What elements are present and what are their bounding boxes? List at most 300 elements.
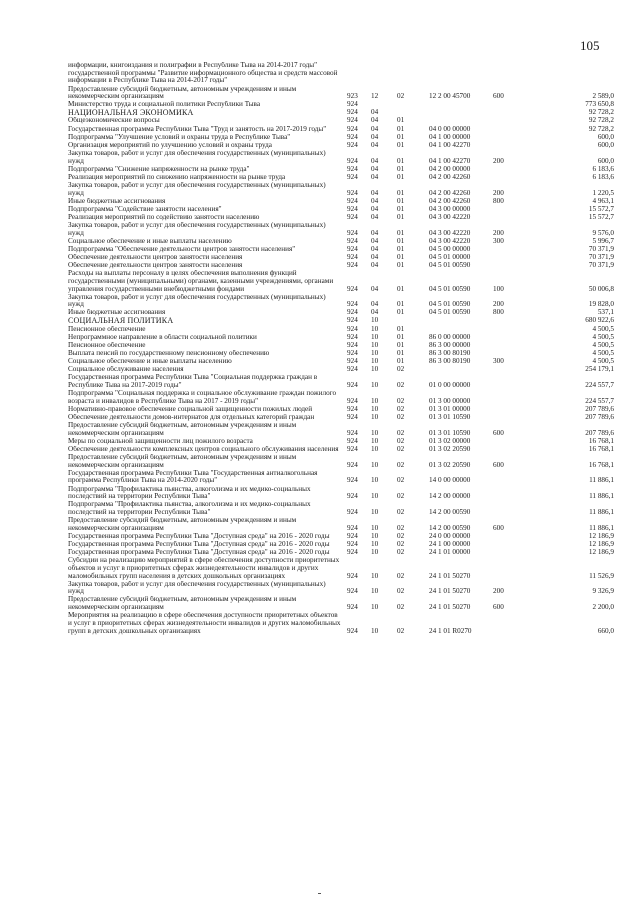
row-sum-cell: 6 183,6: [592, 165, 614, 173]
table-row: [68, 134, 614, 142]
table-row: [68, 206, 614, 214]
row-rz-cell: 10: [371, 445, 379, 453]
row-name-cell: [68, 142, 347, 150]
row-csr-cell: 04 2 00 42260: [429, 197, 471, 205]
row-csr-cell: 04 5 01 00590: [429, 300, 471, 309]
table-row: [68, 486, 614, 502]
row-gr-cell: 924: [347, 325, 358, 333]
row-csr-cell: 04 3 00 42220: [429, 237, 471, 245]
row-name-cell: [68, 62, 347, 86]
row-pr-cell: 01: [397, 309, 405, 317]
table-row: [68, 446, 614, 454]
row-gr-cell: 924: [347, 341, 358, 349]
row-name-text: Государственная программа Республики Тыва "Государственная антиалкогольная программа Республики Тыва на 2014-2020 годы": [68, 469, 318, 485]
row-sum-cell: 92 728,2: [588, 125, 614, 133]
row-sum-cell: 92 728,2: [588, 109, 614, 117]
row-vr-cell: 600: [493, 603, 504, 612]
row-csr-cell: 86 0 00 00000: [429, 333, 471, 341]
row-rz-cell: 10: [371, 523, 379, 532]
row-sum-cell: 254 179,1: [585, 366, 614, 374]
row-name-cell: [68, 134, 347, 142]
row-name-cell: [68, 350, 347, 358]
row-name-text: СОЦИАЛЬНАЯ ПОЛИТИКА: [68, 317, 174, 326]
table-row: [68, 166, 614, 174]
row-name-text: Государственная программа Республики Тыва "Социальная поддержка граждан в Республике Тыва на 2017-2019 годы": [68, 374, 318, 389]
row-vr-cell: [493, 350, 534, 358]
row-rz-cell: 04: [371, 300, 379, 309]
row-pr-cell: 02: [397, 523, 405, 532]
row-csr-cell: 01 3 00 00000: [429, 396, 471, 405]
row-name-text: Государственная программа Республики Тыва "Доступная среда" на 2016 - 2020 годы: [68, 532, 330, 540]
row-rz-cell: 10: [371, 366, 379, 374]
row-name-text: Нормативно-правовое обеспечение социальной защищенности пожилых людей: [68, 405, 313, 413]
row-csr-cell: 04 5 01 00590: [429, 309, 471, 317]
row-rz-cell: 10: [371, 540, 379, 548]
row-csr-cell: 24 1 01 50270: [429, 571, 471, 580]
row-pr-cell: 02: [397, 549, 405, 557]
row-rz-cell: 10: [371, 380, 379, 389]
row-name-cell: [68, 390, 347, 406]
table-row: [68, 309, 614, 317]
row-name-cell: [68, 254, 347, 262]
row-name-text: Организация мероприятий по улучшению условий и охраны труда: [68, 141, 272, 149]
row-name-cell: [68, 326, 347, 334]
row-vr-cell: [493, 262, 534, 270]
row-csr-cell: 24 1 01 R0270: [429, 626, 472, 635]
row-pr-cell: 02: [397, 540, 405, 548]
row-csr-cell: 01 3 01 00000: [429, 405, 471, 413]
row-name-cell: [68, 334, 347, 342]
row-sum-cell: 224 557,7: [585, 380, 614, 389]
row-sum-cell: 15 572,7: [588, 205, 614, 213]
row-sum-cell: 12 186,9: [588, 532, 614, 540]
row-csr-cell: 04 5 01 00590: [429, 262, 471, 269]
row-vr-cell: [493, 246, 534, 254]
row-sum-cell: 70 371,9: [588, 245, 614, 253]
row-pr-cell: 01: [397, 188, 405, 197]
budget-table-body: [68, 62, 614, 636]
row-name-text: Меры по социальной защищенности лиц пожилого возраста: [68, 437, 253, 445]
row-name-text: Мероприятия на реализацию в сфере обеспечения доступности приоритетных объектов и услуг в приоритетных сферах жизнедеятельности инвалидов и других маломобильных групп в детских дошкольных организациях: [68, 612, 341, 635]
row-rz-cell: 04: [371, 156, 379, 165]
row-name-cell: [68, 406, 347, 414]
row-name-text: Государственная программа Республики Тыва "Труд и занятость на 2017-2019 годы": [68, 125, 327, 133]
row-pr-cell: 01: [397, 156, 405, 165]
row-csr-cell: 04 1 00 00000: [429, 133, 471, 141]
row-vr-cell: [493, 109, 534, 117]
row-vr-cell: [493, 390, 534, 406]
row-sum-cell: 70 371,9: [588, 253, 614, 261]
row-vr-cell: [493, 174, 534, 182]
row-name-text: Социальное обслуживание населения: [68, 366, 184, 374]
row-gr-cell: [347, 62, 371, 86]
row-csr-cell: 04 2 00 42260: [429, 173, 471, 181]
row-gr-cell: 924: [347, 349, 358, 357]
row-rz-cell: 04: [371, 133, 379, 141]
row-sum-cell: 16 768,1: [588, 437, 614, 445]
row-pr-cell: 02: [397, 366, 405, 374]
row-name-text: НАЦИОНАЛЬНАЯ ЭКОНОМИКА: [68, 109, 194, 118]
row-vr-cell: 300: [493, 237, 504, 245]
row-sum-cell: 773 650,8: [585, 101, 614, 109]
row-pr-cell: [397, 62, 429, 86]
row-name-cell: [68, 541, 347, 549]
row-name-cell: [68, 150, 347, 166]
row-vr-cell: [493, 470, 534, 486]
table-row: [68, 350, 614, 358]
row-rz-cell: 04: [371, 141, 379, 149]
row-sum-cell: 207 789,6: [585, 413, 614, 421]
row-name-cell: [68, 486, 347, 502]
row-name-text: Предоставление субсидий бюджетным, автономным учреждениям и иным некоммерческим организациям: [68, 85, 297, 101]
row-vr-cell: [493, 414, 534, 422]
row-name-cell: [68, 309, 347, 317]
row-csr-cell: 14 2 00 00590: [429, 523, 471, 532]
row-pr-cell: 01: [397, 300, 405, 309]
row-name-cell: [68, 86, 347, 102]
row-name-cell: [68, 246, 347, 254]
table-row: [68, 414, 614, 422]
row-pr-cell: 01: [397, 117, 405, 125]
table-row: [68, 406, 614, 414]
row-name-text: Предоставление субсидий бюджетным, автономным учреждениям и иным некоммерческим организациям: [68, 596, 297, 612]
row-csr-cell: 04 2 00 42260: [429, 188, 471, 197]
row-csr-cell: [429, 117, 493, 125]
row-rz-cell: 10: [371, 508, 379, 516]
row-rz-cell: 04: [371, 109, 379, 117]
row-pr-cell: 02: [397, 405, 405, 413]
row-name-cell: [68, 238, 347, 246]
row-csr-cell: [429, 326, 493, 334]
row-csr-cell: 01 3 01 10590: [429, 413, 471, 421]
row-pr-cell: 02: [397, 460, 405, 469]
row-gr-cell: 924: [347, 366, 358, 374]
row-rz-cell: 04: [371, 309, 379, 317]
row-name-text: Обеспечение деятельности домов-интернатов для отдельных категорий граждан: [68, 413, 315, 421]
table-row: [68, 270, 614, 294]
row-sum-cell: 537,1: [597, 309, 614, 317]
row-name-text: информации, книгоиздания и полиграфии в Республике Тыва на 2014-2017 годы" государственной программы "Развитие информационного общества и средств массовой информации в Республике Тыва на 2014-2017 годы": [68, 62, 338, 85]
row-gr-cell: 924: [347, 317, 358, 325]
table-row: [68, 390, 614, 406]
row-gr-cell: 924: [347, 228, 358, 237]
row-pr-cell: 02: [397, 492, 405, 501]
row-rz-cell: 10: [371, 571, 379, 580]
row-vr-cell: [493, 214, 534, 222]
row-rz-cell: 10: [371, 405, 379, 413]
row-pr-cell: 01: [397, 228, 405, 237]
row-sum-cell: 600,0: [597, 133, 614, 141]
table-row: [68, 454, 614, 470]
row-pr-cell: 02: [397, 587, 405, 596]
table-row: [68, 557, 614, 581]
row-sum-cell: 70 371,9: [588, 262, 614, 269]
row-csr-cell: 01 3 01 10590: [429, 428, 471, 437]
row-vr-cell: [493, 501, 534, 517]
row-sum-cell: 9 576,0: [592, 228, 614, 237]
row-rz-cell: 04: [371, 205, 379, 213]
row-sum-cell: [534, 62, 614, 86]
row-name-text: Закупка товаров, работ и услуг для обеспечения государственных (муниципальных) нужд: [68, 293, 326, 309]
table-row: [68, 342, 614, 350]
row-name-text: Социальное обеспечение и иные выплаты населению: [68, 237, 232, 245]
row-name-text: Пенсионное обеспечение: [68, 325, 146, 333]
row-name-cell: [68, 270, 347, 294]
table-row: [68, 438, 614, 446]
row-name-cell: [68, 501, 347, 517]
row-gr-cell: 924: [347, 133, 358, 141]
row-rz-cell: 10: [371, 413, 379, 421]
row-vr-cell: [493, 533, 534, 541]
row-pr-cell: 01: [397, 349, 405, 357]
row-csr-cell: 04 3 00 00000: [429, 205, 471, 213]
row-pr-cell: 02: [397, 428, 405, 437]
row-name-text: Подпрограмма "Профилактика пьянства, алкоголизма и их медико-социальных последствий на территории Республики Тыва": [68, 501, 311, 516]
row-rz-cell: 04: [371, 253, 379, 261]
row-name-text: Субсидии на реализацию мероприятий в сфере обеспечения доступности приоритетных объектов и услуг в приоритетных сферах жизнедеятельности инвалидов и других маломобильных групп населения в детских дошкольных организациях: [68, 557, 340, 580]
row-csr-cell: 04 2 00 00000: [429, 165, 471, 173]
row-name-text: Министерство труда и социальной политики Республики Тыва: [68, 101, 261, 109]
row-name-text: Подпрограмма "Снижение напряженности на рынке труда": [68, 165, 250, 173]
row-pr-cell: 01: [397, 237, 405, 245]
row-sum-cell: 15 572,7: [588, 213, 614, 221]
row-sum-cell: 4 500,5: [592, 333, 614, 341]
row-pr-cell: 02: [397, 532, 405, 540]
row-name-cell: [68, 581, 347, 597]
row-vr-cell: [493, 334, 534, 342]
row-gr-cell: 924: [347, 141, 358, 149]
row-gr-cell: 924: [347, 380, 358, 389]
row-name-cell: [68, 446, 347, 454]
row-gr-cell: 924: [347, 460, 358, 469]
row-vr-cell: [493, 438, 534, 446]
row-rz-cell: [371, 62, 397, 86]
row-csr-cell: 04 5 00 00000: [429, 245, 471, 253]
row-vr-cell: 600: [493, 428, 504, 437]
row-pr-cell: 02: [397, 445, 405, 453]
table-row: [68, 86, 614, 102]
row-sum-cell: 12 186,9: [588, 549, 614, 557]
row-csr-cell: 86 3 00 80190: [429, 357, 471, 365]
row-vr-cell: 200: [493, 300, 504, 309]
row-name-cell: [68, 438, 347, 446]
row-name-cell: [68, 182, 347, 198]
row-name-text: Закупка товаров, работ и услуг для обеспечения государственных (муниципальных) нужд: [68, 181, 326, 197]
row-rz-cell: 10: [371, 341, 379, 349]
row-rz-cell: 10: [371, 317, 379, 325]
table-row: [68, 317, 614, 325]
row-csr-cell: 86 3 00 00000: [429, 341, 471, 349]
row-rz-cell: 10: [371, 476, 379, 485]
row-name-text: Закупка товаров, работ и услуг для обеспечения государственных (муниципальных) нужд: [68, 221, 326, 237]
row-sum-cell: 4 500,5: [592, 349, 614, 357]
row-csr-cell: 04 3 00 42220: [429, 213, 471, 221]
row-vr-cell: [493, 134, 534, 142]
row-name-text: Государственная программа Республики Тыва "Доступная среда" на 2016 - 2020 годы: [68, 540, 330, 548]
row-name-cell: [68, 517, 347, 533]
row-name-cell: [68, 222, 347, 238]
row-sum-cell: 660,0: [597, 626, 614, 635]
row-csr-cell: [429, 101, 493, 109]
row-pr-cell: 01: [397, 325, 405, 333]
row-sum-cell: 2 589,0: [592, 92, 614, 101]
table-row: [68, 254, 614, 262]
row-vr-cell: [493, 117, 534, 125]
row-rz-cell: 04: [371, 197, 379, 205]
row-rz-cell: 04: [371, 245, 379, 253]
row-name-text: Иные бюджетные ассигнования: [68, 197, 166, 205]
row-pr-cell: 01: [397, 245, 405, 253]
row-pr-cell: 01: [397, 197, 405, 205]
row-name-cell: [68, 109, 347, 117]
row-gr-cell: 924: [347, 205, 358, 213]
row-pr-cell: 01: [397, 213, 405, 221]
row-gr-cell: 924: [347, 117, 358, 125]
row-sum-cell: 224 557,7: [585, 396, 614, 405]
table-row: [68, 126, 614, 134]
row-sum-cell: 5 996,7: [592, 237, 614, 245]
row-name-cell: [68, 557, 347, 581]
row-pr-cell: 01: [397, 253, 405, 261]
row-gr-cell: 924: [347, 188, 358, 197]
table-row: [68, 262, 614, 270]
row-vr-cell: 200: [493, 156, 504, 165]
table-row: [68, 581, 614, 597]
table-row: [68, 294, 614, 310]
page-number: 105: [580, 38, 600, 53]
row-csr-cell: 04 5 01 00000: [429, 253, 471, 261]
row-sum-cell: 11 886,1: [589, 508, 614, 516]
row-csr-cell: [429, 62, 493, 86]
row-vr-cell: [493, 342, 534, 350]
row-rz-cell: 04: [371, 213, 379, 221]
row-sum-cell: 600,0: [597, 156, 614, 165]
row-pr-cell: 01: [397, 205, 405, 213]
row-vr-cell: [493, 101, 534, 109]
row-name-text: Непрограммное направление в области социальной политики: [68, 333, 257, 341]
row-pr-cell: 02: [397, 571, 405, 580]
row-rz-cell: 04: [371, 237, 379, 245]
row-gr-cell: 924: [347, 587, 358, 596]
row-name-text: Подпрограмма "Обеспечение деятельности центров занятости населения": [68, 245, 296, 253]
row-vr-cell: [493, 549, 534, 557]
table-row: [68, 541, 614, 549]
row-rz-cell: 04: [371, 125, 379, 133]
row-sum-cell: 2 200,0: [592, 603, 614, 612]
row-name-text: Реализация мероприятий по снижению напряженности на рынке труда: [68, 173, 286, 181]
row-vr-cell: [493, 206, 534, 214]
row-pr-cell: [397, 317, 429, 325]
row-name-text: Подпрограмма "Профилактика пьянства, алкоголизма и их медико-социальных последствий на территории Республики Тыва": [68, 485, 311, 501]
table-row: [68, 62, 614, 86]
table-row: [68, 549, 614, 557]
row-vr-cell: [493, 126, 534, 134]
row-gr-cell: 924: [347, 413, 358, 421]
row-vr-cell: [493, 374, 534, 390]
row-gr-cell: 924: [347, 284, 358, 293]
row-vr-cell: [493, 557, 534, 581]
row-name-text: Расходы на выплаты персоналу в целях обеспечения выполнения функций государственными (муниципальными) органами, казенными учреждениями, органами управления государственными внебюджетными фондами: [68, 270, 334, 293]
row-gr-cell: 924: [347, 253, 358, 261]
row-pr-cell: 01: [397, 262, 405, 269]
table-row: [68, 358, 614, 366]
row-pr-cell: 02: [397, 437, 405, 445]
row-rz-cell: 10: [371, 532, 379, 540]
row-name-text: Иные бюджетные ассигнования: [68, 309, 166, 317]
row-pr-cell: 01: [397, 173, 405, 181]
table-row: [68, 101, 614, 109]
row-sum-cell: 680 922,6: [585, 317, 614, 325]
row-gr-cell: 924: [347, 571, 358, 580]
table-row: [68, 214, 614, 222]
row-vr-cell: [493, 317, 534, 325]
row-csr-cell: 14 2 00 00000: [429, 492, 471, 501]
row-vr-cell: 100: [493, 284, 504, 293]
row-pr-cell: 02: [397, 396, 405, 405]
row-name-cell: [68, 366, 347, 374]
row-name-cell: [68, 533, 347, 541]
row-vr-cell: [493, 142, 534, 150]
table-row: [68, 334, 614, 342]
row-rz-cell: 10: [371, 460, 379, 469]
row-sum-cell: 4 500,5: [592, 357, 614, 365]
row-sum-cell: 92 728,2: [588, 117, 614, 125]
row-name-cell: [68, 117, 347, 125]
row-name-text: Пенсионное обеспечение: [68, 341, 146, 349]
table-row: [68, 533, 614, 541]
table-row: [68, 422, 614, 438]
row-gr-cell: 923: [347, 92, 358, 101]
row-name-text: Социальное обеспечение и иные выплаты населению: [68, 357, 232, 365]
row-rz-cell: 04: [371, 262, 379, 269]
row-gr-cell: 924: [347, 101, 358, 109]
row-csr-cell: 86 3 00 80190: [429, 349, 471, 357]
row-pr-cell: [397, 101, 429, 109]
row-pr-cell: 01: [397, 133, 405, 141]
row-gr-cell: 924: [347, 237, 358, 245]
row-sum-cell: 4 500,5: [592, 325, 614, 333]
row-csr-cell: 04 0 00 00000: [429, 125, 471, 133]
row-name-cell: [68, 374, 347, 390]
row-sum-cell: 6 183,6: [592, 173, 614, 181]
row-vr-cell: [493, 366, 534, 374]
row-gr-cell: 924: [347, 156, 358, 165]
row-name-text: Предоставление субсидий бюджетным, автономным учреждениям и иным некоммерческим организациям: [68, 453, 297, 469]
row-csr-cell: 14 2 00 00590: [429, 508, 471, 516]
row-name-cell: [68, 422, 347, 438]
row-name-text: Подпрограмма "Содействие занятости населения": [68, 205, 222, 213]
table-row: [68, 612, 614, 636]
row-csr-cell: [429, 317, 493, 325]
row-name-cell: [68, 596, 347, 612]
row-csr-cell: 01 3 02 00000: [429, 437, 471, 445]
row-rz-cell: 04: [371, 165, 379, 173]
row-gr-cell: 924: [347, 445, 358, 453]
row-sum-cell: 16 768,1: [588, 460, 614, 469]
row-gr-cell: 924: [347, 437, 358, 445]
row-name-text: Общеэкономические вопросы: [68, 117, 160, 125]
row-name-text: Обеспечение деятельности центров занятости населения: [68, 253, 243, 261]
row-name-text: Предоставление субсидий бюджетным, автономным учреждениям и иным некоммерческим организациям: [68, 421, 297, 437]
row-sum-cell: 4 500,5: [592, 341, 614, 349]
row-csr-cell: 01 0 00 00000: [429, 380, 471, 389]
table-row: [68, 238, 614, 246]
row-gr-cell: 924: [347, 476, 358, 485]
table-row: [68, 109, 614, 117]
table-row: [68, 517, 614, 533]
row-name-cell: [68, 174, 347, 182]
row-name-cell: [68, 470, 347, 486]
